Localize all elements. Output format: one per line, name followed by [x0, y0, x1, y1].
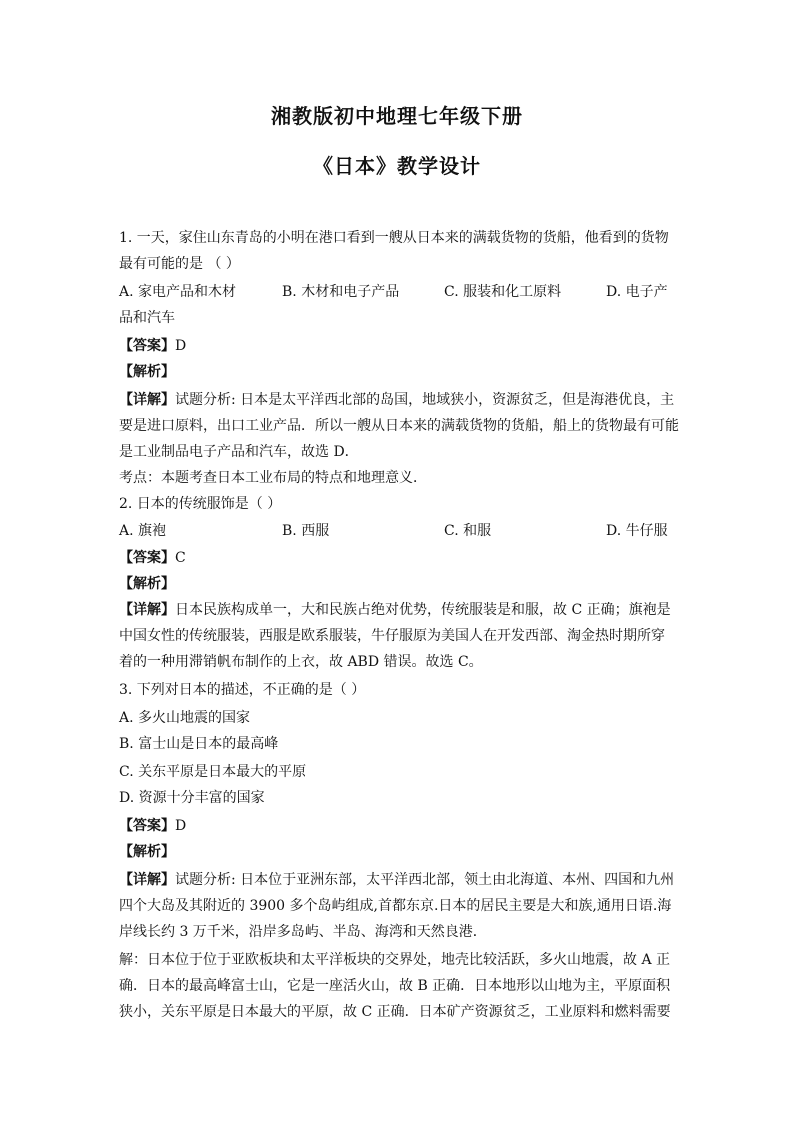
q3-option-a: A. 多火山地震的国家 — [119, 710, 251, 726]
q1-detail-line2: 要是进口原料，出口工业产品．所以一艘从日本来的满载货物的货船，船上的货物最有可能 — [119, 418, 679, 434]
q2-detail-line1 — [119, 600, 679, 620]
q1-answer — [119, 336, 679, 356]
q2-option-a: A. 旗袍 — [119, 523, 167, 539]
q2-analysis-label: 【解析】 — [119, 576, 175, 592]
q2-option-d: D. 牛仔服 — [606, 523, 668, 539]
q3-answer — [119, 816, 679, 836]
q2-stem: 2. 日本的传统服饰是（ ） — [119, 496, 282, 512]
q1-option-c: C. 服装和化工原料 — [444, 284, 562, 300]
q2-detail-line3: 着的一种用滞销帆布制作的上衣，故 ABD 错误。故选 C。 — [119, 654, 483, 670]
q1-analysis-label: 【解析】 — [119, 364, 175, 380]
q1-option-b: B. 木材和电子产品 — [282, 284, 400, 300]
answer-value: D — [175, 338, 187, 354]
q2-detail-line2: 中国女性的传统服装，西服是欧系服装，牛仔服原为美国人在开发西部、淘金热时期所穿 — [119, 628, 665, 644]
q2-option-c: C. 和服 — [444, 523, 492, 539]
q3-solution-line3: 狭小，关东平原是日本最大的平原，故 C 正确．日本矿产资源贫乏，工业原料和燃料需要 — [119, 1004, 671, 1020]
answer-label: 【答案】 — [119, 818, 175, 834]
q3-detail-line1 — [119, 870, 679, 890]
q3-stem: 3. 下列对日本的描述，不正确的是（ ） — [119, 682, 366, 698]
q1-stem-line2: 最有可能的是 （ ） — [119, 256, 240, 272]
q3-detail-line2: 四个大岛及其附近的 3900 多个岛屿组成,首都东京.日本的居民主要是大和族,通用日语.海 — [119, 898, 672, 914]
document-title: 湘教版初中地理七年级下册 — [271, 104, 523, 128]
answer-value: D — [175, 818, 187, 834]
q1-stem-line1: 1. 一天，家住山东青岛的小明在港口看到一艘从日本来的满载货物的货船，他看到的货物 — [119, 230, 669, 246]
q1-note: 考点：本题考查日本工业布局的特点和地理意义． — [119, 470, 427, 486]
q2-option-b: B. 西服 — [282, 523, 330, 539]
q3-analysis-label: 【解析】 — [119, 844, 175, 860]
q1-detail-line1 — [119, 390, 679, 410]
q3-option-c: C. 关东平原是日本最大的平原 — [119, 764, 307, 780]
answer-label: 【答案】 — [119, 550, 175, 566]
detail-text: 日本民族构成单一，大和民族占绝对优势，传统服装是和服，故 C 正确；旗袍是 — [175, 602, 671, 618]
answer-label: 【答案】 — [119, 338, 175, 354]
detail-text: 试题分析: 日本位于亚洲东部，太平洋西北部，领土由北海道、本州、四国和九州 — [175, 872, 675, 888]
answer-value: C — [175, 550, 186, 566]
detail-text: 试题分析: 日本是太平洋西北部的岛国，地域狭小，资源贫乏，但是海港优良，主 — [175, 392, 675, 408]
q2-answer — [119, 548, 679, 568]
detail-label: 【详解】 — [119, 872, 175, 888]
document-subtitle: 《日本》教学设计 — [313, 154, 481, 178]
q3-option-b: B. 富士山是日本的最高峰 — [119, 736, 279, 752]
q3-detail-line3: 岸线长约 3 万千米，沿岸多岛屿、半岛、海湾和天然良港． — [119, 924, 487, 940]
q1-option-d: D. 电子产 — [606, 284, 668, 300]
q3-solution-line1: 解：日本位于位于亚欧板块和太平洋板块的交界处，地壳比较活跃，多火山地震，故 A 正 — [119, 952, 671, 968]
detail-label: 【详解】 — [119, 392, 175, 408]
q1-option-d-continued: 品和汽车 — [119, 310, 175, 326]
q3-solution-line2: 确．日本的最高峰富士山，它是一座活火山，故 B 正确．日本地形以山地为主，平原面积 — [119, 978, 671, 994]
detail-label: 【详解】 — [119, 602, 175, 618]
q3-option-d: D. 资源十分丰富的国家 — [119, 790, 265, 806]
q1-option-a: A. 家电产品和木材 — [119, 284, 237, 300]
q1-detail-line3: 是工业制品电子产品和汽车，故选 D． — [119, 444, 359, 460]
